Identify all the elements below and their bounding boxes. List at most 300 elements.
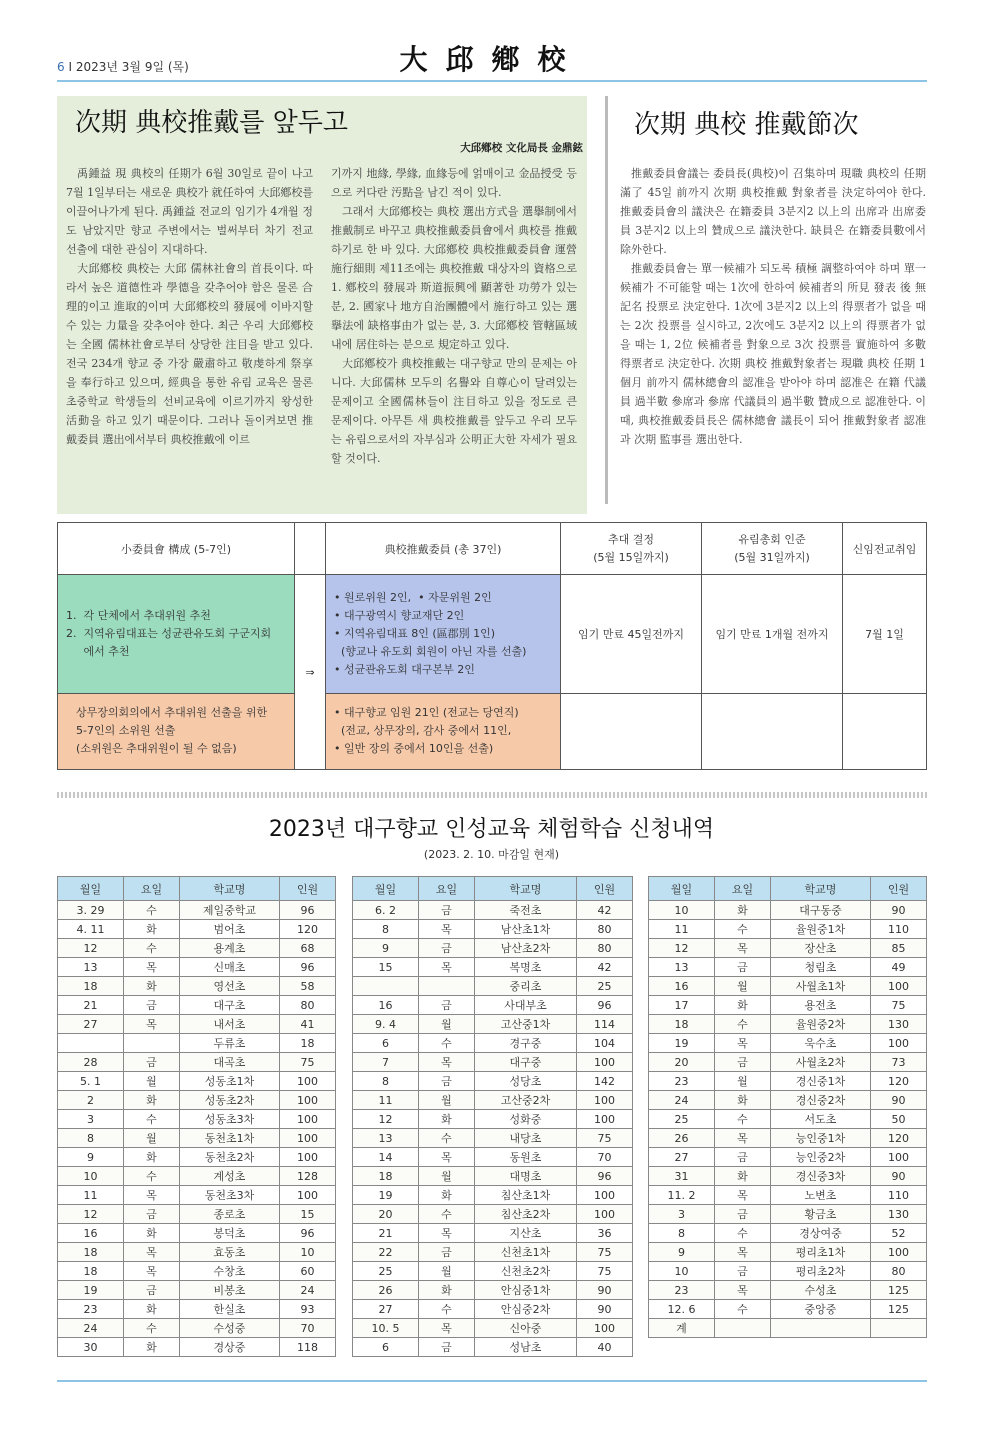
table-row bbox=[649, 977, 927, 996]
date-cell: 24 bbox=[649, 1091, 715, 1110]
count-cell: 100 bbox=[871, 1034, 927, 1053]
weekday-cell: 수 bbox=[715, 1224, 771, 1243]
flow-header-spacer bbox=[295, 523, 326, 575]
weekday-cell: 목 bbox=[419, 1224, 475, 1243]
flow-line: • 대구향교 임원 21인 (전교는 당연직) bbox=[334, 706, 519, 720]
flow-line: • 일반 장의 중에서 10인을 선출) bbox=[334, 742, 494, 756]
school-cell: 대명초 bbox=[475, 1167, 577, 1186]
weekday-cell: 목 bbox=[715, 1281, 771, 1300]
weekday-cell: 화 bbox=[715, 901, 771, 920]
weekday-cell: 월 bbox=[419, 1167, 475, 1186]
school-cell: 영선초 bbox=[180, 977, 280, 996]
count-cell: 75 bbox=[577, 1262, 633, 1281]
count-cell: 70 bbox=[280, 1319, 336, 1338]
school-cell: 동천초2차 bbox=[180, 1148, 280, 1167]
date-cell: 19 bbox=[58, 1281, 124, 1300]
weekday-cell: 목 bbox=[715, 939, 771, 958]
editorial-column-1 bbox=[66, 164, 313, 449]
count-cell: 100 bbox=[871, 977, 927, 996]
schedule-subtitle: (2023. 2. 10. 마감일 현재) bbox=[423, 848, 560, 861]
date-cell: 16 bbox=[649, 977, 715, 996]
date-cell: 9 bbox=[58, 1148, 124, 1167]
table-row bbox=[649, 1015, 927, 1034]
table-row bbox=[353, 1110, 633, 1129]
table-row bbox=[58, 1319, 336, 1338]
table-row bbox=[353, 1072, 633, 1091]
date-cell: 12 bbox=[353, 1110, 419, 1129]
flow-cell-committee-members bbox=[326, 575, 561, 693]
table-row bbox=[649, 1167, 927, 1186]
date-cell: 27 bbox=[58, 1015, 124, 1034]
table-row bbox=[58, 939, 336, 958]
school-cell: 경신중1차 bbox=[771, 1072, 871, 1091]
weekday-cell: 목 bbox=[124, 1243, 180, 1262]
table-row bbox=[353, 901, 633, 920]
date-cell: 계 bbox=[649, 1319, 715, 1338]
weekday-cell: 수 bbox=[715, 920, 771, 939]
table-row bbox=[58, 1338, 336, 1357]
date-cell: 8 bbox=[649, 1224, 715, 1243]
recommendation-flow-table bbox=[57, 522, 927, 770]
school-cell: 두류초 bbox=[180, 1034, 280, 1053]
table-row bbox=[649, 1319, 927, 1338]
count-cell: 10 bbox=[280, 1243, 336, 1262]
count-cell: 75 bbox=[577, 1129, 633, 1148]
date-cell: 18 bbox=[353, 1167, 419, 1186]
date-cell: 14 bbox=[353, 1148, 419, 1167]
date-cell: 11. 2 bbox=[649, 1186, 715, 1205]
count-cell: 100 bbox=[577, 1110, 633, 1129]
table-row bbox=[58, 1167, 336, 1186]
count-cell: 42 bbox=[577, 901, 633, 920]
paragraph: 大邱鄕校 典校는 大邱 儒林社會의 首長이다. 따라서 높은 道德性과 學德을 갖추어야 함은 물론 合理的이고 進取的이며 大邱鄕校의 發展에 이바지할 수 있는 力量을 갖추어야 한다. 최근 우리 大邱鄕校는 全國 儒林社會로부터 상당한 注目을 받고 있다. 전국 234개 향교 중 가장 嚴肅하고 敬虔하게 祭享을 奉行하고 있으며, 經典을 통한 유림 교육은 물론 초중학교 학생들의 선비교육에 이르기까지 왕성한 活動을 하고 있기 때문이다. 그러나 돌이켜보면 推戴委員 選出에서부터 典校推戴에 이르 bbox=[66, 262, 313, 446]
school-cell: 안심중1차 bbox=[475, 1281, 577, 1300]
date-cell: 18 bbox=[58, 1243, 124, 1262]
school-cell: 경신중2차 bbox=[771, 1091, 871, 1110]
flow-cell-subcommittee-nomination bbox=[58, 575, 295, 693]
weekday-cell: 수 bbox=[715, 1300, 771, 1319]
count-cell: 130 bbox=[871, 1205, 927, 1224]
table-row bbox=[649, 939, 927, 958]
flow-line: 에서 추천 bbox=[66, 644, 130, 658]
count-cell: 90 bbox=[871, 901, 927, 920]
date-cell: 8 bbox=[353, 920, 419, 939]
count-cell: 49 bbox=[871, 958, 927, 977]
flow-cell-subcommittee-election bbox=[58, 693, 295, 769]
weekday-cell: 화 bbox=[715, 1167, 771, 1186]
weekday-cell: 수 bbox=[124, 901, 180, 920]
school-cell: 안심중2차 bbox=[475, 1300, 577, 1319]
count-cell: 100 bbox=[280, 1148, 336, 1167]
school-cell: 성동초2차 bbox=[180, 1091, 280, 1110]
table-row bbox=[58, 1205, 336, 1224]
weekday-cell: 화 bbox=[715, 996, 771, 1015]
date-cell: 10 bbox=[649, 901, 715, 920]
school-cell: 동원초 bbox=[475, 1148, 577, 1167]
school-cell: 경구중 bbox=[475, 1034, 577, 1053]
table-row bbox=[353, 1338, 633, 1357]
column-header: 요일 bbox=[419, 877, 475, 901]
flow-cell-empty bbox=[702, 693, 843, 769]
weekday-cell: 목 bbox=[124, 1186, 180, 1205]
paragraph: 大邱鄕校가 典校推戴는 대구향교 만의 문제는 아니다. 大邱儒林 모두의 名譽와 自尊心이 달려있는 문제이고 全國儒林들이 注目하고 있을 정도로 큰 문제이다. 아무튼 새 典校推戴를 앞두고 우리 모두는 유림으로서의 자부심과 公明正大한 자세가 필요할 것이다. bbox=[331, 357, 577, 465]
count-cell: 52 bbox=[871, 1224, 927, 1243]
school-cell: 중앙중 bbox=[771, 1300, 871, 1319]
table-row bbox=[649, 920, 927, 939]
count-cell: 50 bbox=[871, 1110, 927, 1129]
table-row bbox=[649, 1034, 927, 1053]
table-row bbox=[58, 1300, 336, 1319]
count-cell: 90 bbox=[577, 1281, 633, 1300]
weekday-cell: 수 bbox=[715, 1015, 771, 1034]
count-cell: 118 bbox=[280, 1338, 336, 1357]
school-cell: 제일중학교 bbox=[180, 901, 280, 920]
weekday-cell: 수 bbox=[419, 1129, 475, 1148]
procedure-body bbox=[620, 164, 926, 449]
column-header: 요일 bbox=[715, 877, 771, 901]
school-cell: 성남초 bbox=[475, 1338, 577, 1357]
weekday-cell: 금 bbox=[419, 1338, 475, 1357]
count-cell: 104 bbox=[577, 1034, 633, 1053]
column-header: 인원 bbox=[280, 877, 336, 901]
date-cell: 26 bbox=[353, 1281, 419, 1300]
table-row bbox=[353, 939, 633, 958]
count-cell: 18 bbox=[280, 1034, 336, 1053]
count-cell: 100 bbox=[577, 1205, 633, 1224]
column-header: 월일 bbox=[353, 877, 419, 901]
school-cell: 평리초2차 bbox=[771, 1262, 871, 1281]
count-cell: 96 bbox=[280, 1224, 336, 1243]
flow-header-subcommittee: 小委員會 構成 (5-7인) bbox=[58, 523, 295, 575]
weekday-cell: 수 bbox=[419, 1034, 475, 1053]
date-cell: 25 bbox=[353, 1262, 419, 1281]
issue-date: 2023년 3월 9일 (목) bbox=[75, 60, 189, 74]
flow-line: • 대구광역시 향교재단 2인 bbox=[334, 608, 465, 622]
weekday-cell: 화 bbox=[124, 1148, 180, 1167]
table-row bbox=[58, 1091, 336, 1110]
table-row bbox=[649, 1281, 927, 1300]
count-cell: 93 bbox=[280, 1300, 336, 1319]
table-row bbox=[353, 1262, 633, 1281]
flow-line: (전교, 상무장의, 감사 중에서 11인, bbox=[334, 724, 512, 738]
weekday-cell: 월 bbox=[124, 1129, 180, 1148]
table-row bbox=[353, 996, 633, 1015]
date-cell: 21 bbox=[58, 996, 124, 1015]
date-cell: 16 bbox=[58, 1224, 124, 1243]
date-cell: 11 bbox=[58, 1186, 124, 1205]
date-cell: 10. 5 bbox=[353, 1319, 419, 1338]
flow-cell-approval: 임기 만료 1개월 전까지 bbox=[702, 575, 843, 693]
weekday-cell: 목 bbox=[124, 1015, 180, 1034]
school-cell: 용전초 bbox=[771, 996, 871, 1015]
count-cell: 68 bbox=[280, 939, 336, 958]
flow-cell-inauguration: 7월 1일 bbox=[843, 575, 927, 693]
school-cell: 한실초 bbox=[180, 1300, 280, 1319]
count-cell: 25 bbox=[577, 977, 633, 996]
table-row bbox=[649, 996, 927, 1015]
orange-list bbox=[76, 704, 286, 758]
weekday-cell: 금 bbox=[419, 1243, 475, 1262]
school-cell: 동천초1차 bbox=[180, 1129, 280, 1148]
table-row bbox=[58, 1015, 336, 1034]
date-cell: 13 bbox=[649, 958, 715, 977]
flow-cell-committee-officers bbox=[326, 693, 561, 769]
date-cell: 23 bbox=[649, 1072, 715, 1091]
count-cell: 100 bbox=[871, 1243, 927, 1262]
date-cell: 3 bbox=[649, 1205, 715, 1224]
school-cell: 계성초 bbox=[180, 1167, 280, 1186]
count-cell: 100 bbox=[280, 1129, 336, 1148]
school-cell: 사월초2차 bbox=[771, 1053, 871, 1072]
count-cell: 130 bbox=[871, 1015, 927, 1034]
school-cell: 성화중 bbox=[475, 1110, 577, 1129]
weekday-cell: 목 bbox=[419, 920, 475, 939]
count-cell: 100 bbox=[577, 1186, 633, 1205]
weekday-cell: 수 bbox=[124, 1319, 180, 1338]
paragraph: 기까지 地緣, 學緣, 血緣등에 얽매이고 金品授受 등으로 커다란 汚點을 남긴 적이 있다. bbox=[331, 167, 577, 199]
school-cell: 종로초 bbox=[180, 1205, 280, 1224]
page-number: 6 bbox=[57, 60, 65, 74]
school-cell: 동천초3차 bbox=[180, 1186, 280, 1205]
date-cell bbox=[58, 1034, 124, 1053]
table-row bbox=[353, 1224, 633, 1243]
count-cell: 90 bbox=[871, 1091, 927, 1110]
table-row bbox=[353, 1148, 633, 1167]
date-cell: 23 bbox=[58, 1300, 124, 1319]
editorial-byline: 大邱鄕校 文化局長 金鼎鉉 bbox=[460, 142, 583, 154]
count-cell: 85 bbox=[871, 939, 927, 958]
date-cell: 6. 2 bbox=[353, 901, 419, 920]
count-cell: 96 bbox=[577, 1167, 633, 1186]
school-cell: 성당초 bbox=[475, 1072, 577, 1091]
date-cell: 7 bbox=[353, 1053, 419, 1072]
school-cell: 사대부초 bbox=[475, 996, 577, 1015]
flow-line: • 원로위원 2인, • 자문위원 2인 bbox=[334, 590, 492, 604]
schedule-title: 2023년 대구향교 인성교육 체험학습 신청내역 bbox=[268, 817, 715, 842]
weekday-cell: 금 bbox=[124, 1205, 180, 1224]
flow-header-committee: 典校推戴委員 (총 37인) bbox=[326, 523, 561, 575]
school-cell: 사월초1차 bbox=[771, 977, 871, 996]
school-cell: 용계초 bbox=[180, 939, 280, 958]
table-row bbox=[58, 1224, 336, 1243]
table-row bbox=[58, 958, 336, 977]
section-divider bbox=[57, 792, 927, 798]
weekday-cell: 화 bbox=[124, 1224, 180, 1243]
weekday-cell: 목 bbox=[419, 1319, 475, 1338]
date-cell: 17 bbox=[649, 996, 715, 1015]
count-cell bbox=[871, 1319, 927, 1338]
flow-header-approval: 유림총회 인준 (5월 31일까지) bbox=[702, 523, 843, 575]
table-row bbox=[58, 996, 336, 1015]
flow-line: 1. 각 단체에서 추대위원 추천 bbox=[66, 608, 211, 622]
table-row bbox=[58, 1072, 336, 1091]
weekday-cell: 금 bbox=[715, 1148, 771, 1167]
weekday-cell: 목 bbox=[419, 1053, 475, 1072]
weekday-cell: 월 bbox=[124, 1072, 180, 1091]
count-cell: 41 bbox=[280, 1015, 336, 1034]
column-divider bbox=[605, 96, 608, 504]
school-cell: 수성초 bbox=[771, 1281, 871, 1300]
school-cell: 신아중 bbox=[475, 1319, 577, 1338]
table-row bbox=[353, 1186, 633, 1205]
green-list bbox=[66, 607, 286, 661]
date-cell: 25 bbox=[649, 1110, 715, 1129]
date-cell: 10 bbox=[649, 1262, 715, 1281]
weekday-cell: 화 bbox=[419, 1281, 475, 1300]
footer-rule bbox=[57, 1380, 927, 1382]
date-cell: 24 bbox=[58, 1319, 124, 1338]
date-cell: 31 bbox=[649, 1167, 715, 1186]
date-cell: 18 bbox=[649, 1015, 715, 1034]
count-cell: 80 bbox=[280, 996, 336, 1015]
weekday-cell: 금 bbox=[715, 1053, 771, 1072]
table-row bbox=[649, 1091, 927, 1110]
count-cell: 60 bbox=[280, 1262, 336, 1281]
weekday-cell: 화 bbox=[124, 920, 180, 939]
count-cell: 100 bbox=[577, 1091, 633, 1110]
schedule-table-2 bbox=[352, 876, 633, 1357]
date-cell bbox=[353, 977, 419, 996]
table-row bbox=[353, 1243, 633, 1262]
table-row bbox=[353, 920, 633, 939]
date-cell: 6 bbox=[353, 1034, 419, 1053]
weekday-cell: 화 bbox=[419, 1110, 475, 1129]
table-row bbox=[353, 1281, 633, 1300]
flow-line: (향교나 유도회 회원이 아닌 자를 선출) bbox=[334, 644, 527, 658]
date-cell: 4. 11 bbox=[58, 920, 124, 939]
school-cell: 대곡초 bbox=[180, 1053, 280, 1072]
count-cell: 100 bbox=[577, 1319, 633, 1338]
school-cell: 침산초1차 bbox=[475, 1186, 577, 1205]
weekday-cell: 목 bbox=[715, 1243, 771, 1262]
weekday-cell: 화 bbox=[124, 1300, 180, 1319]
blue-list bbox=[334, 589, 552, 679]
count-cell: 110 bbox=[871, 920, 927, 939]
weekday-cell: 목 bbox=[715, 1129, 771, 1148]
table-row bbox=[58, 1281, 336, 1300]
school-cell: 장산초 bbox=[771, 939, 871, 958]
column-header: 인원 bbox=[577, 877, 633, 901]
flow-header-inauguration: 신임전교취임 bbox=[843, 523, 927, 575]
date-cell: 19 bbox=[353, 1186, 419, 1205]
date-cell: 3 bbox=[58, 1110, 124, 1129]
count-cell: 75 bbox=[577, 1243, 633, 1262]
column-header: 학교명 bbox=[475, 877, 577, 901]
header-separator: I bbox=[68, 60, 73, 74]
table-row bbox=[58, 977, 336, 996]
school-cell: 내당초 bbox=[475, 1129, 577, 1148]
count-cell: 75 bbox=[280, 1053, 336, 1072]
count-cell: 73 bbox=[871, 1053, 927, 1072]
weekday-cell: 화 bbox=[419, 1186, 475, 1205]
table-row bbox=[649, 1300, 927, 1319]
weekday-cell: 화 bbox=[715, 1091, 771, 1110]
table-row bbox=[649, 1224, 927, 1243]
school-cell: 서도초 bbox=[771, 1110, 871, 1129]
date-cell: 3. 29 bbox=[58, 901, 124, 920]
weekday-cell: 금 bbox=[419, 996, 475, 1015]
date-cell: 15 bbox=[353, 958, 419, 977]
weekday-cell: 금 bbox=[715, 958, 771, 977]
weekday-cell: 월 bbox=[419, 1091, 475, 1110]
flow-line: 2. 지역유림대표는 성균관유도회 구군지회 bbox=[66, 626, 272, 640]
column-header: 인원 bbox=[871, 877, 927, 901]
table-row bbox=[649, 1148, 927, 1167]
column-header: 학교명 bbox=[771, 877, 871, 901]
weekday-cell: 수 bbox=[419, 1300, 475, 1319]
count-cell: 120 bbox=[871, 1072, 927, 1091]
weekday-cell: 금 bbox=[124, 996, 180, 1015]
school-cell: 청림초 bbox=[771, 958, 871, 977]
school-cell: 신천초2차 bbox=[475, 1262, 577, 1281]
school-cell: 능인중1차 bbox=[771, 1129, 871, 1148]
count-cell: 96 bbox=[577, 996, 633, 1015]
table-row bbox=[58, 901, 336, 920]
weekday-cell: 수 bbox=[419, 1205, 475, 1224]
count-cell: 15 bbox=[280, 1205, 336, 1224]
table-row bbox=[58, 1034, 336, 1053]
date-cell: 20 bbox=[353, 1205, 419, 1224]
column-header: 월일 bbox=[649, 877, 715, 901]
weekday-cell bbox=[715, 1319, 771, 1338]
weekday-cell: 수 bbox=[124, 1110, 180, 1129]
school-cell: 율원중1차 bbox=[771, 920, 871, 939]
table-row bbox=[353, 1167, 633, 1186]
weekday-cell: 목 bbox=[124, 958, 180, 977]
school-cell: 노변초 bbox=[771, 1186, 871, 1205]
procedure-title: 次期 典校 推戴節次 bbox=[634, 110, 859, 140]
table-row bbox=[58, 1129, 336, 1148]
date-cell: 6 bbox=[353, 1338, 419, 1357]
weekday-cell: 금 bbox=[124, 1281, 180, 1300]
count-cell: 24 bbox=[280, 1281, 336, 1300]
count-cell: 128 bbox=[280, 1167, 336, 1186]
date-cell: 12. 6 bbox=[649, 1300, 715, 1319]
school-cell: 대구초 bbox=[180, 996, 280, 1015]
school-cell: 죽전초 bbox=[475, 901, 577, 920]
date-cell: 20 bbox=[649, 1053, 715, 1072]
date-cell: 22 bbox=[353, 1243, 419, 1262]
header-rule bbox=[57, 80, 927, 82]
count-cell: 80 bbox=[577, 920, 633, 939]
count-cell: 70 bbox=[577, 1148, 633, 1167]
flow-line: • 지역유림대표 8인 (區郡別 1인) bbox=[334, 626, 496, 640]
school-cell: 성동초3차 bbox=[180, 1110, 280, 1129]
date-cell: 10 bbox=[58, 1167, 124, 1186]
school-cell: 남산초1차 bbox=[475, 920, 577, 939]
column-header: 월일 bbox=[58, 877, 124, 901]
weekday-cell: 목 bbox=[124, 1262, 180, 1281]
school-cell: 남산초2차 bbox=[475, 939, 577, 958]
count-cell: 90 bbox=[577, 1300, 633, 1319]
weekday-cell: 수 bbox=[124, 939, 180, 958]
count-cell: 80 bbox=[577, 939, 633, 958]
table-row bbox=[353, 1205, 633, 1224]
date-cell: 19 bbox=[649, 1034, 715, 1053]
table-row bbox=[353, 958, 633, 977]
flow-line: 상무장의회의에서 추대위원 선출을 위한 bbox=[76, 706, 268, 720]
weekday-cell: 화 bbox=[124, 1091, 180, 1110]
date-cell: 26 bbox=[649, 1129, 715, 1148]
count-cell: 42 bbox=[577, 958, 633, 977]
weekday-cell: 화 bbox=[124, 977, 180, 996]
table-row bbox=[353, 1015, 633, 1034]
count-cell: 36 bbox=[577, 1224, 633, 1243]
date-cell: 12 bbox=[649, 939, 715, 958]
table-row bbox=[649, 1053, 927, 1072]
table-row bbox=[353, 1129, 633, 1148]
date-cell: 9. 4 bbox=[353, 1015, 419, 1034]
